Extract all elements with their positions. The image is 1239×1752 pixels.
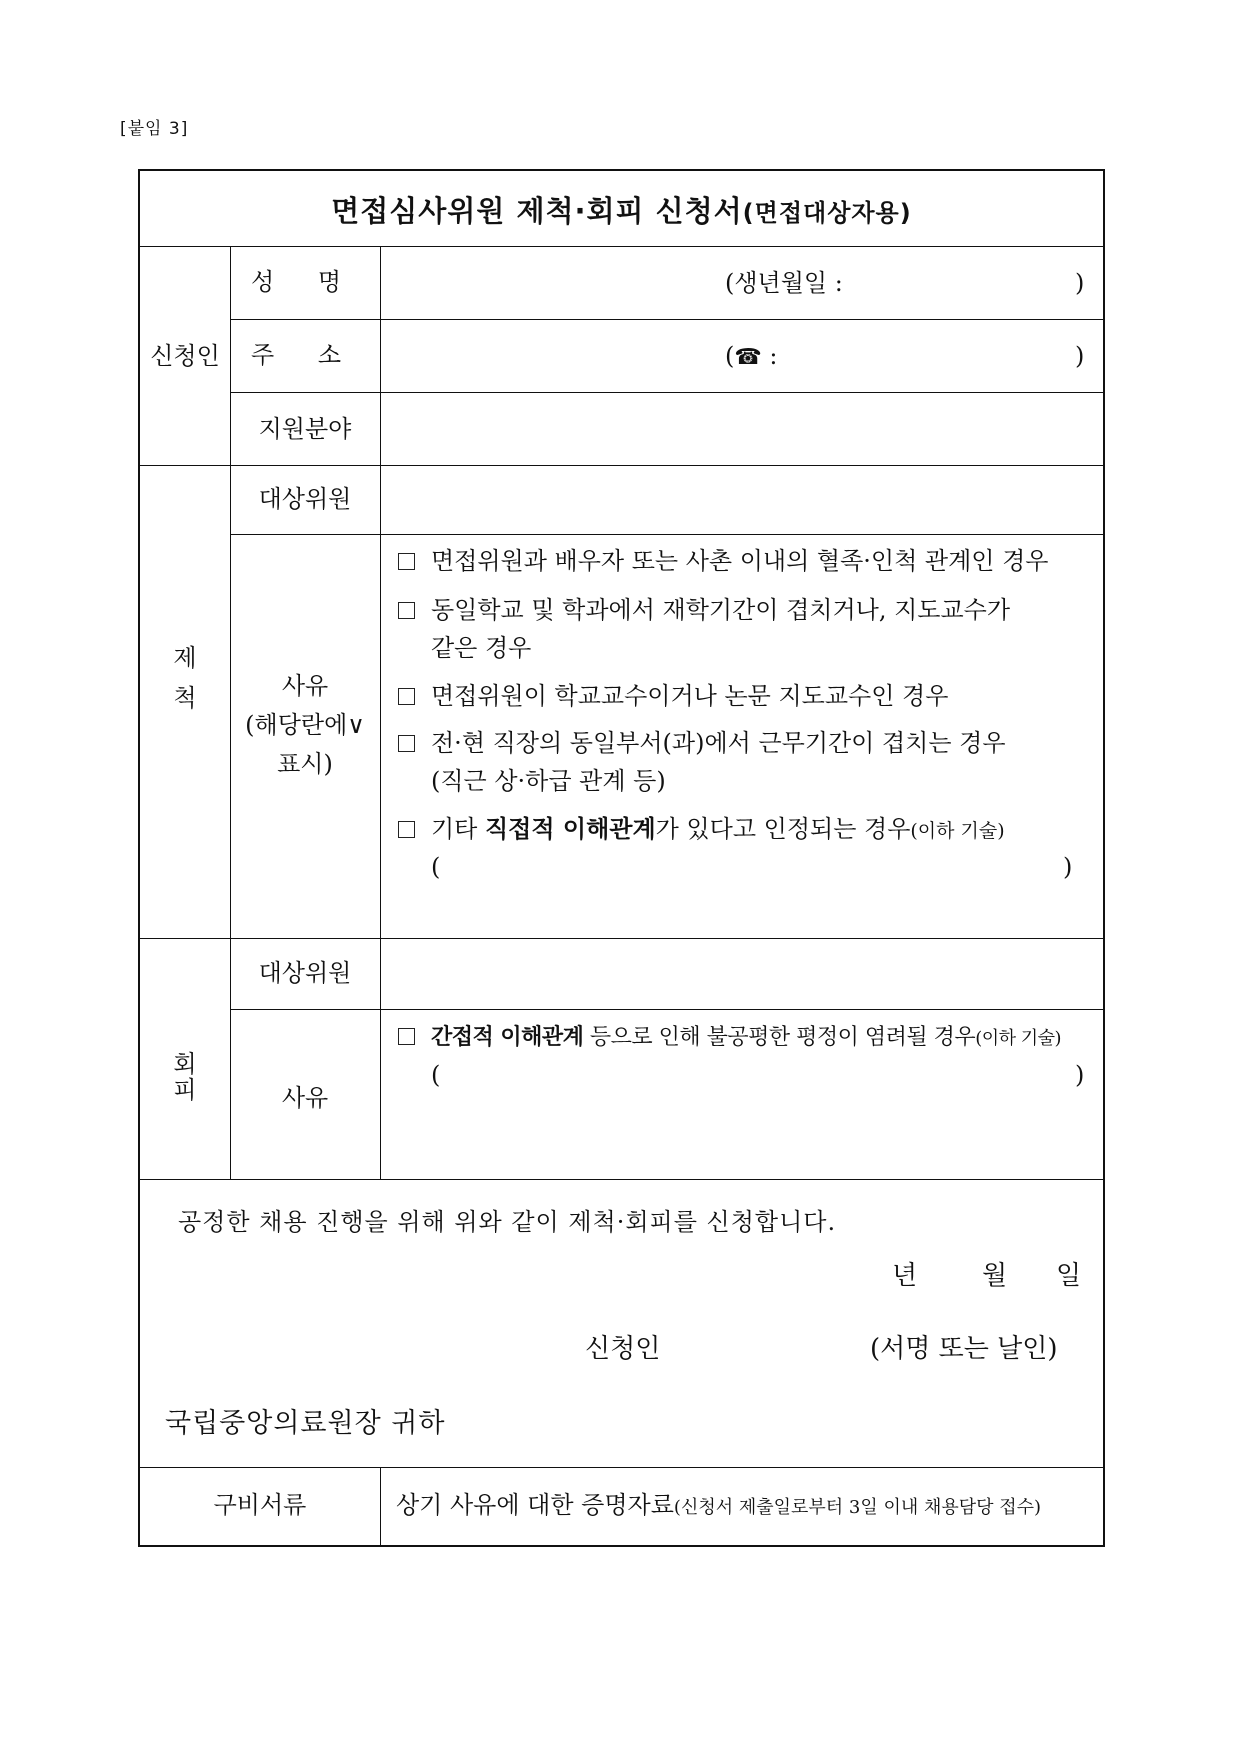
exclusion-item[interactable]: 면접위원이 학교교수이거나 논문 지도교수인 경우: [398, 681, 948, 711]
birth-close: ): [1075, 269, 1085, 297]
attachment-label: [붙임 3]: [120, 119, 189, 139]
avoidance-target-label: 대상위원: [258, 959, 352, 987]
exclusion-item-continued: (직근 상·하급 관계 등): [431, 767, 666, 795]
avoidance-detail-open: (: [431, 1061, 441, 1089]
docs-deadline-note: (신청서 제출일로부터 3일 이내 채용담당 접수): [673, 1497, 1042, 1518]
date-year: 년: [892, 1261, 918, 1291]
exclusion-detail-close: ): [1063, 853, 1073, 881]
docs-text: 상기 사유에 대한 증명자료(신청서 제출일로부터 3일 이내 채용담당 접수): [396, 1491, 1042, 1519]
describe-below-note: (이하 기술): [910, 820, 1005, 842]
sign-note: (서명 또는 날인): [870, 1334, 1058, 1364]
exclusion-label-1: 제: [173, 644, 197, 672]
divider: [380, 1467, 381, 1545]
divider: [230, 319, 1103, 320]
date-day: 일: [1056, 1261, 1082, 1291]
exclusion-item-continued: 같은 경우: [431, 634, 532, 662]
birth-label: (생년월일 :: [725, 269, 843, 297]
name-label: 성 명: [251, 268, 359, 296]
divider: [380, 246, 381, 1179]
field-label: 지원분야: [258, 415, 352, 443]
exclusion-detail-open: (: [431, 853, 441, 881]
exclusion-reason-hint: (해당란에∨: [245, 711, 365, 739]
declaration-text: 공정한 채용 진행을 위해 위와 같이 제척·회피를 신청합니다.: [178, 1208, 837, 1236]
divider: [230, 392, 1103, 393]
describe-below-note: (이하 기술): [975, 1028, 1062, 1049]
form-title-sub: (면접대상자용): [742, 199, 912, 227]
checkbox[interactable]: [398, 553, 415, 570]
exclusion-item[interactable]: 동일학교 및 학과에서 재학기간이 겹치거나, 지도교수가: [398, 595, 1010, 625]
divider: [230, 534, 1103, 535]
divider: [230, 1009, 1103, 1010]
avoidance-label-2: 피: [173, 1076, 197, 1104]
addressee: 국립중앙의료원장 귀하: [165, 1408, 446, 1439]
exclusion-reason-label: 사유: [281, 672, 329, 700]
docs-label: 구비서류: [213, 1491, 307, 1519]
checkbox[interactable]: [398, 602, 415, 619]
exclusion-item[interactable]: 전·현 직장의 동일부서(과)에서 근무기간이 겹치는 경우: [398, 728, 1006, 758]
indirect-interest-emphasis: 간접적 이해관계: [431, 1025, 584, 1050]
divider: [140, 465, 1103, 466]
divider: [140, 1467, 1103, 1468]
phone-icon: ☎: [734, 345, 762, 370]
phone-label: (☎ :: [725, 342, 778, 370]
checkbox[interactable]: [398, 688, 415, 705]
exclusion-item[interactable]: 면접위원과 배우자 또는 사촌 이내의 혈족·인척 관계인 경우: [398, 546, 1048, 576]
divider: [140, 1179, 1103, 1180]
checkbox[interactable]: [398, 1028, 415, 1045]
checkbox[interactable]: [398, 821, 415, 838]
application-form: [138, 169, 1105, 1547]
form-title: 면접심사위원 제척·회피 신청서(면접대상자용): [331, 194, 912, 228]
direct-interest-emphasis: 직접적 이해관계: [485, 815, 656, 843]
avoidance-reason-label: 사유: [281, 1084, 329, 1112]
applicant-section-label: 신청인: [150, 342, 220, 370]
avoidance-label-1: 회: [173, 1050, 197, 1078]
divider: [140, 938, 1103, 939]
exclusion-item[interactable]: 기타 직접적 이해관계가 있다고 인정되는 경우(이하 기술): [398, 814, 1005, 846]
address-label: 주 소: [251, 341, 359, 369]
avoidance-detail-close: ): [1075, 1061, 1085, 1089]
exclusion-label-2: 척: [173, 684, 197, 712]
exclusion-target-label: 대상위원: [258, 485, 352, 513]
sign-applicant-label: 신청인: [585, 1334, 661, 1364]
avoidance-item[interactable]: 간접적 이해관계 등으로 인해 불공평한 평정이 염려될 경우(이하 기술): [398, 1023, 1061, 1054]
phone-close: ): [1075, 342, 1085, 370]
exclusion-reason-hint-2: 표시): [277, 750, 333, 778]
checkbox[interactable]: [398, 735, 415, 752]
date-month: 월: [982, 1261, 1008, 1291]
divider: [140, 246, 1103, 247]
